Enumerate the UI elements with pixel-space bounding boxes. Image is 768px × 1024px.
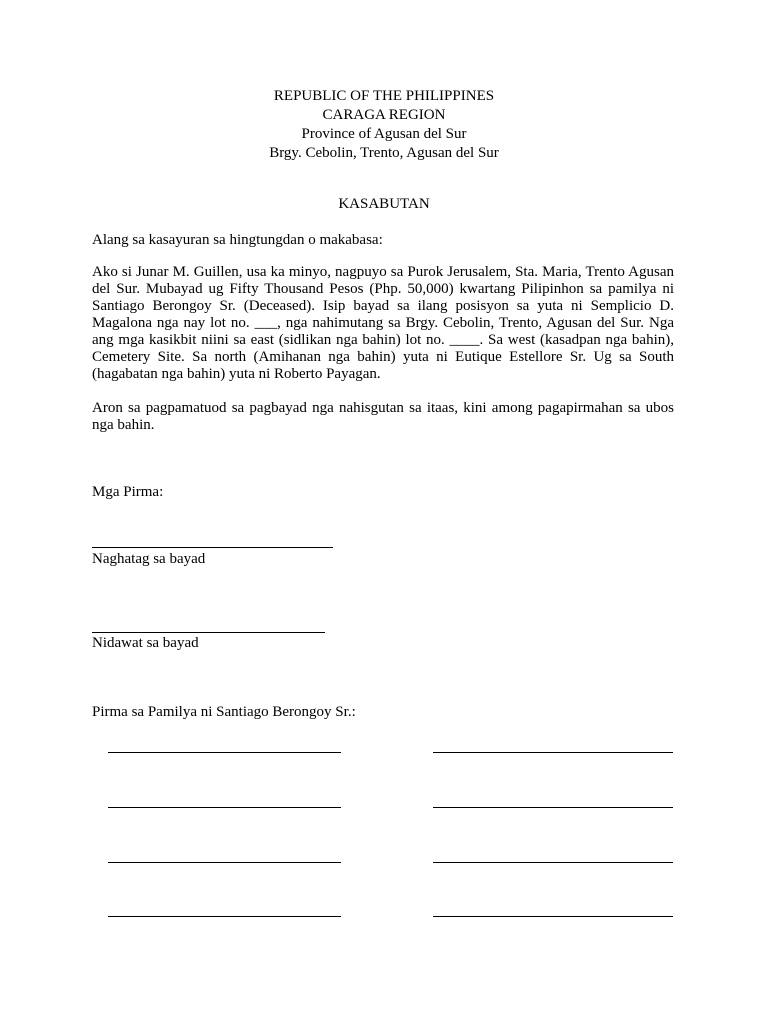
header-province: Province of Agusan del Sur <box>301 126 467 142</box>
giver-label: Naghatag sa bayad <box>92 551 206 567</box>
receiver-signature-line <box>92 632 325 633</box>
header-barangay: Brgy. Cebolin, Trento, Agusan del Sur <box>269 145 499 161</box>
family-signature-line <box>108 807 341 808</box>
family-signature-line <box>108 862 341 863</box>
family-signature-line <box>433 752 673 753</box>
signatures-heading: Mga Pirma: <box>92 484 164 500</box>
giver-signature-line <box>92 547 333 548</box>
family-signature-line <box>108 752 341 753</box>
receiver-label: Nidawat sa bayad <box>92 635 199 651</box>
family-signature-line <box>433 862 673 863</box>
family-signatures-heading: Pirma sa Pamilya ni Santiago Berongoy Sr.: <box>92 704 356 720</box>
document-title: KASABUTAN <box>338 196 430 212</box>
header-country: REPUBLIC OF THE PHILIPPINES <box>273 88 495 104</box>
family-signature-line <box>433 807 673 808</box>
document-header <box>0 87 768 163</box>
family-signature-line <box>433 916 673 917</box>
body-paragraph: Ako si Junar M. Guillen, usa ka minyo, nagpuyo sa Purok Jerusalem, Sta. Maria, Trento Agusan del Sur. Mubayad ug Fifty Thousand Pesos (Php. 50,000) kwartang Pilipinhon sa pamilya ni Santiago Berongoy Sr. (Deceased). Isip bayad sa ilang posisyon sa yuta ni Semplicio D. Magalona nga nay lot no. ___, nga nahimutang sa Brgy. Cebolin, Trento, Agusan del Sur. Nga ang mga kasikbit niini sa east (sidlikan nga bahin) lot no. ____. Sa west (kasadpan nga bahin), Cemetery Site. Sa north (Amihanan nga bahin) yuta ni Eutique Estellore Sr. Ug sa South (hagabatan nga bahin) yuta ni Roberto Payagan. <box>92 264 674 382</box>
attestation-paragraph: Aron sa pagpamatuod sa pagbayad nga nahisgutan sa itaas, kini among pagapirmahan sa ubos nga bahin. <box>92 400 674 433</box>
family-signature-line <box>108 916 341 917</box>
header-region: CARAGA REGION <box>322 107 446 123</box>
salutation: Alang sa kasayuran sa hingtungdan o makabasa: <box>92 232 383 248</box>
